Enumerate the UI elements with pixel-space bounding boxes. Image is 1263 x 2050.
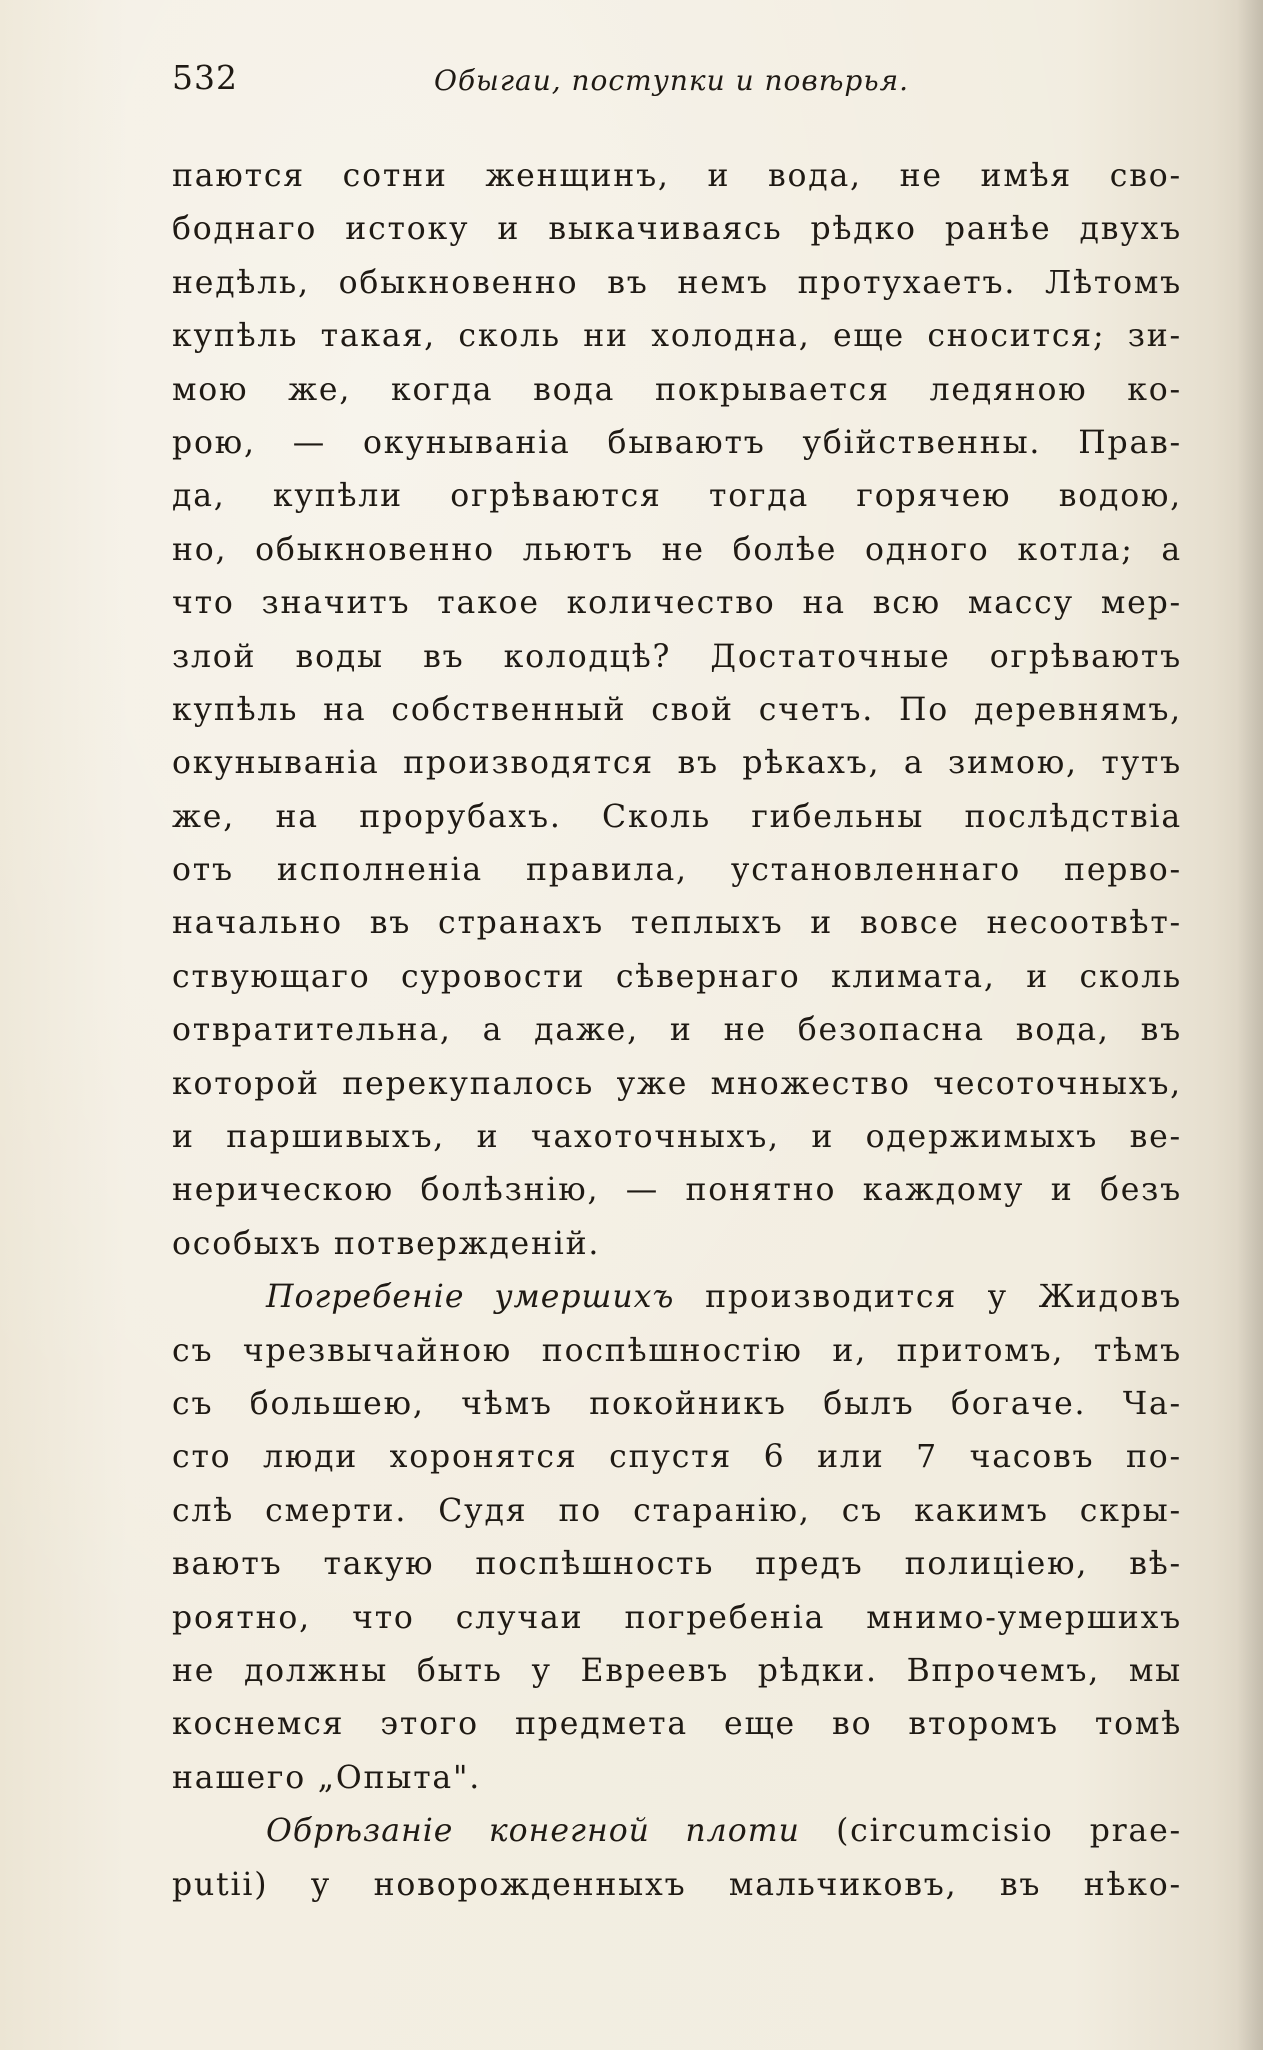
text-line: отвратительна, а даже, и не безопасна вода, въ [172,1012,1182,1049]
text-line: начально въ странахъ теплыхъ и вовсе несоотвѣт- [172,905,1182,942]
running-title: Обыгаи, поступки и повѣрья. [434,64,910,97]
text-line: съ большею, чѣмъ покойникъ былъ богаче. Ча- [172,1385,1182,1422]
text-line: купѣль на собственный свой счетъ. По деревнямъ, [172,691,1182,728]
text-line: нашего „Опыта". [172,1759,482,1796]
text-line: ствующаго суровости сѣвернаго климата, и сколь [172,958,1182,995]
text-line: putii) у новорожденныхъ мальчиковъ, въ нѣко- [172,1866,1182,1903]
italic-heading: Обрѣзаніе конегной плоти [266,1813,800,1850]
page-header [172,58,932,106]
text-line: боднаго истоку и выкачиваясь рѣдко ранѣе двухъ [172,211,1182,248]
text-line: недѣль, обыкновенно въ немъ протухаетъ. Лѣтомъ [172,264,1182,301]
text-line: отъ исполненіа правила, установленнаго перво- [172,852,1182,889]
text-line: слѣ смерти. Судя по старанію, съ какимъ скры- [172,1492,1182,1529]
text-line: но, обыкновенно льютъ не болѣе одного котла; а [172,531,1182,568]
spine-shadow [1237,0,1263,2050]
text-line: и паршивыхъ, и чахоточныхъ, и одержимыхъ ве- [172,1119,1182,1156]
text-line: не должны быть у Евреевъ рѣдки. Впрочемъ, мы [172,1652,1182,1689]
text-line: окунываніа производятся въ рѣкахъ, а зимою, тутъ [172,745,1182,782]
italic-heading: Погребеніе умершихъ [266,1279,675,1316]
text-line: же, на прорубахъ. Сколь гибельны послѣдствіа [172,798,1182,835]
text-line: сто люди хоронятся спустя 6 или 7 часовъ по- [172,1439,1182,1476]
text-line: которой перекупалось уже множество чесоточныхъ, [172,1065,1182,1102]
text-line: съ чрезвычайною поспѣшностію и, притомъ, тѣмъ [172,1332,1182,1369]
text-line: особыхъ потвержденій. [172,1225,601,1262]
text-line: паются сотни женщинъ, и вода, не имѣя сво- [172,158,1182,194]
text-line: злой воды въ колодцѣ? Достаточные огрѣваютъ [172,638,1182,675]
text-span: производится у Жидовъ [674,1279,1182,1316]
body-text [172,150,1182,1912]
text-line: ваютъ такую поспѣшность предъ полиціею, вѣ- [172,1546,1182,1583]
text-line: что значитъ такое количество на всю массу мер- [172,585,1182,622]
paragraph-first-line [172,1271,1182,1324]
text-line: роятно, что случаи погребеніа мнимо-умершихъ [172,1599,1182,1636]
paragraph-first-line [172,1805,1182,1858]
text-line: коснемся этого предмета еще во второмъ томѣ [172,1706,1182,1743]
text-line: купѣль такая, сколь ни холодна, еще сносится; зи- [172,318,1182,355]
text-line: нерическою болѣзнію, — понятно каждому и безъ [172,1172,1182,1209]
text-line: мою же, когда вода покрывается ледяною ко- [172,371,1182,408]
page-number: 532 [172,58,238,97]
text-line: да, купѣли огрѣваются тогда горячею водою, [172,478,1182,515]
text-line: рою, — окунываніа бываютъ убійственны. Прав- [172,424,1182,461]
text-span: (circumcisio prae- [799,1813,1182,1850]
